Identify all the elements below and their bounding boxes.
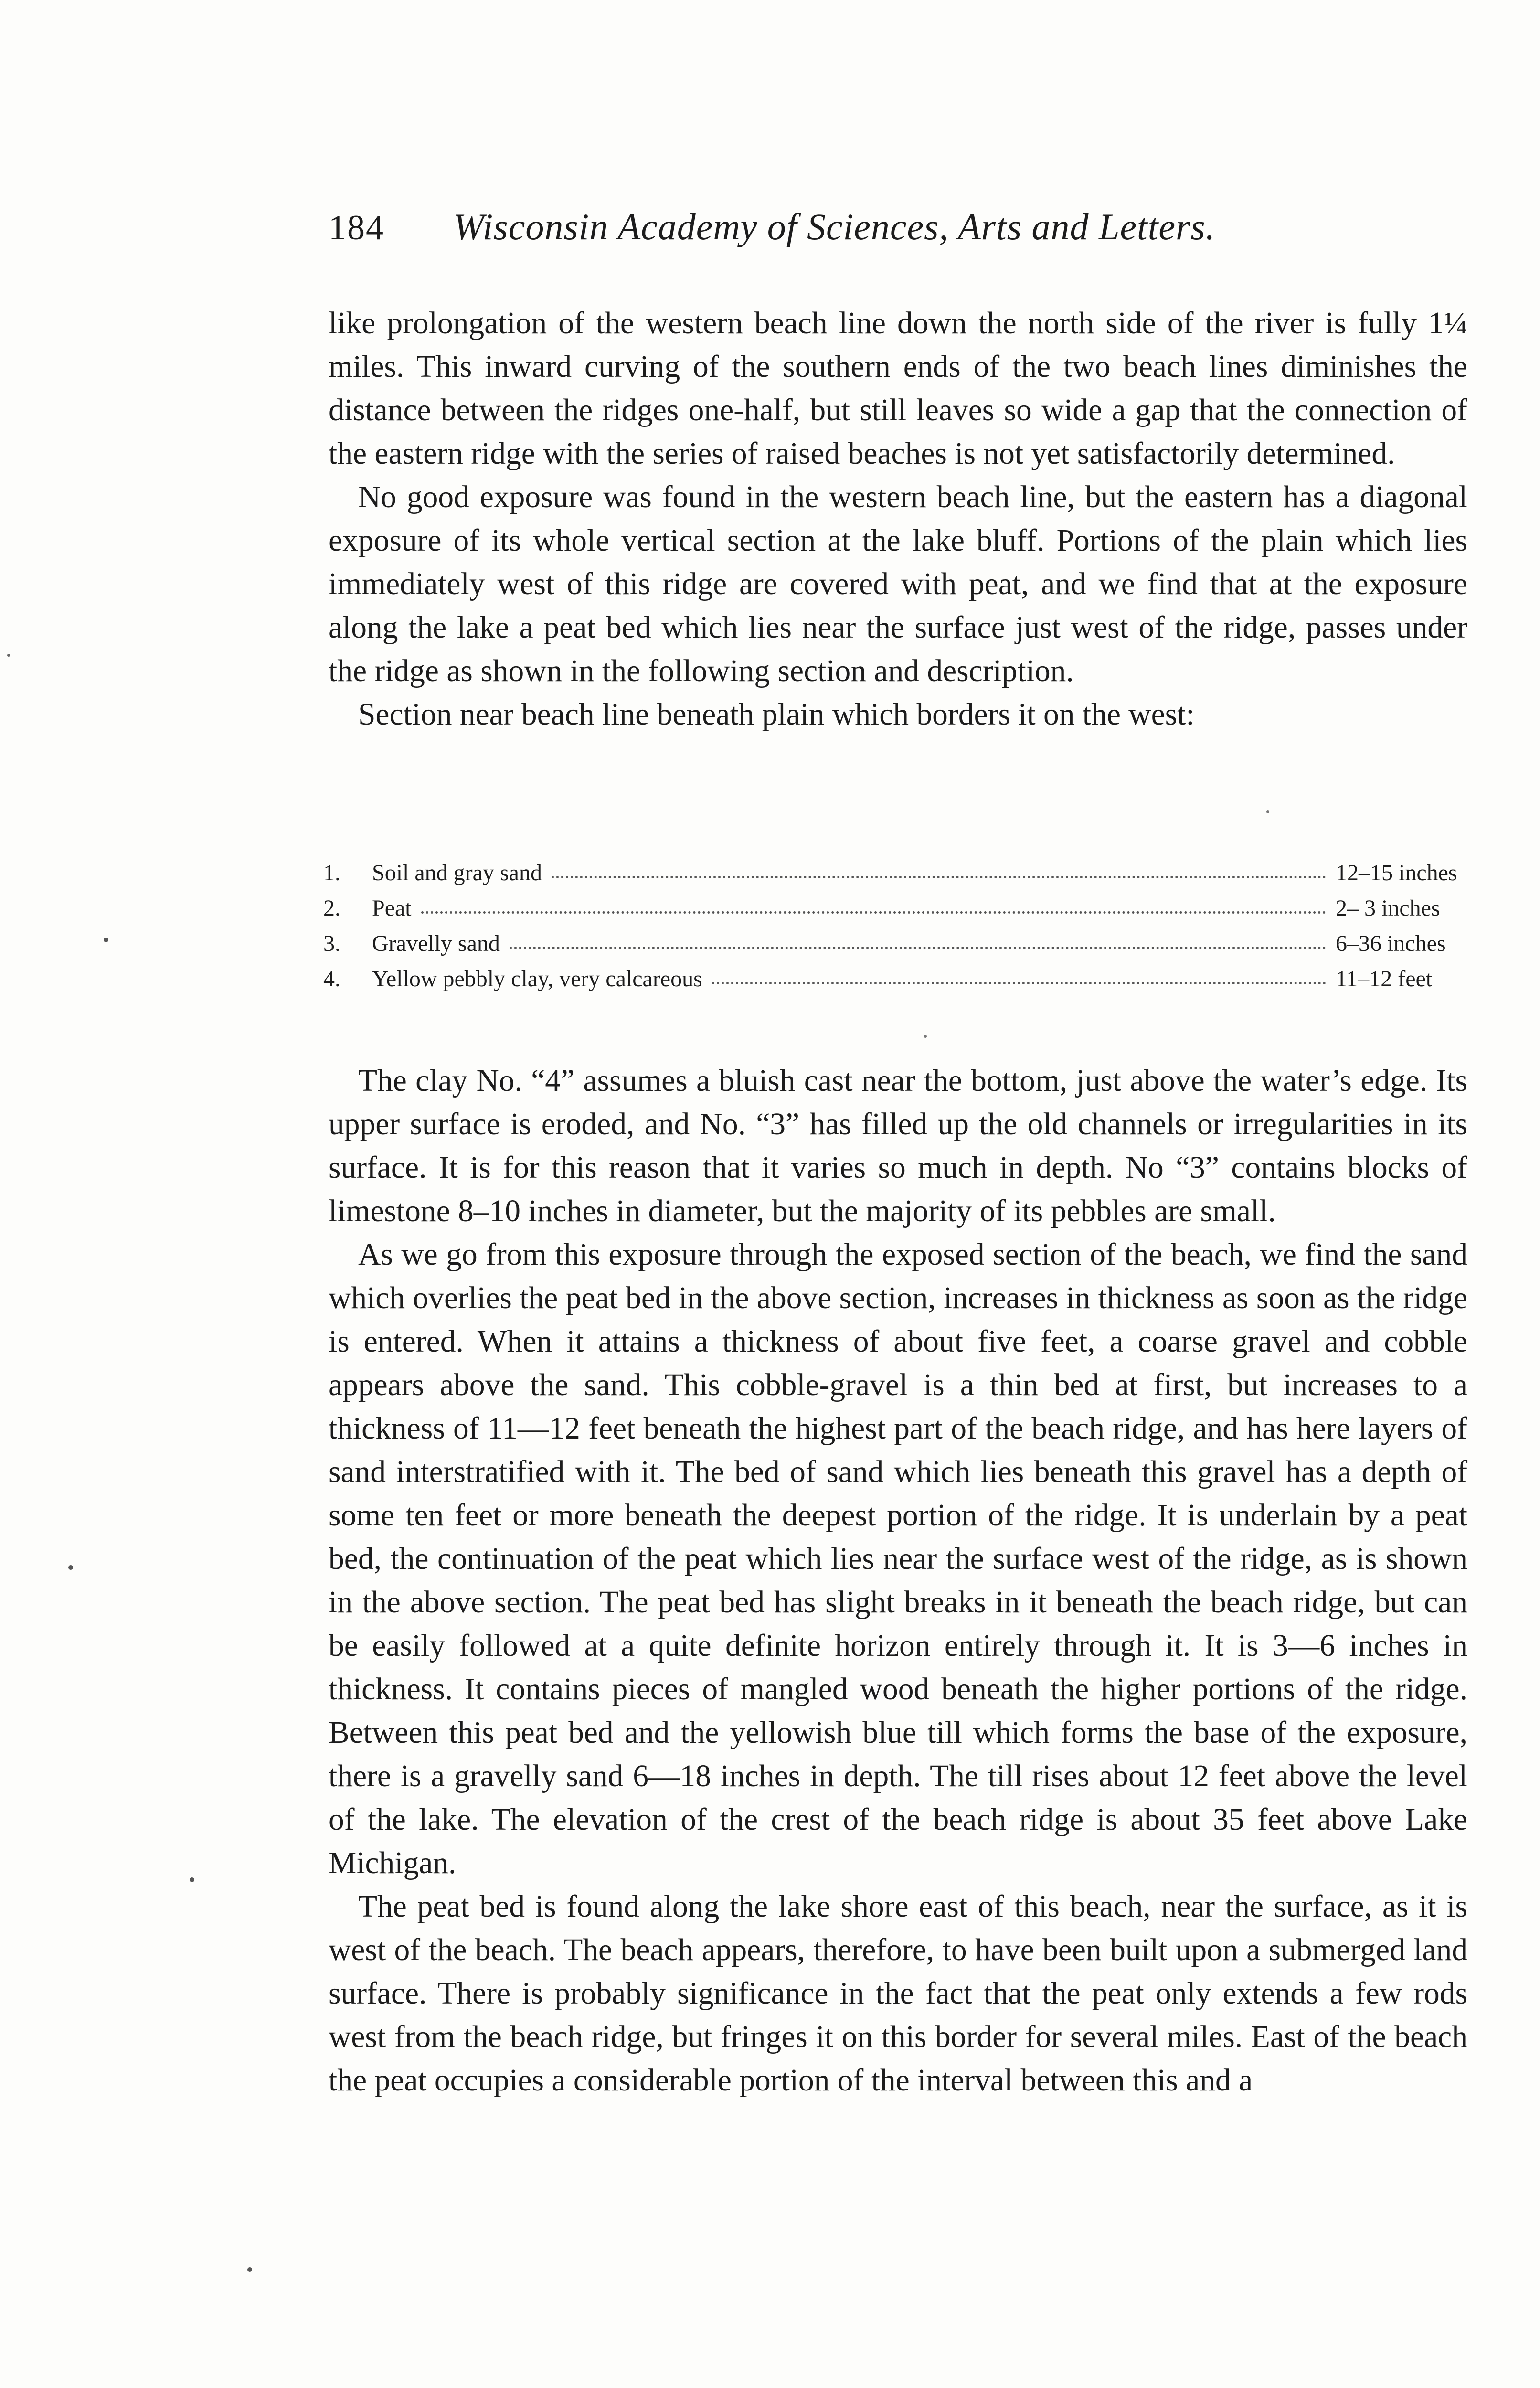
paragraph-exposure: No good exposure was found in the western beach line, but the eastern has a diagonal exposure of its whole vertical section at the lake bluff. Portions of the plain which lies immediately west of this ridge are covered with peat, and we find that at the exposure along the lake a peat bed which lies near the surface just west of the ridge, passes under the ridge as shown in the following section and description. [329, 480, 1467, 688]
paragraph-peat-bed: The peat bed is found along the lake shore east of this beach, near the surface, as it is west of the beach. The beach appears, therefore, to have been built upon a submerged land surface. There is probably significance in the fact that the peat only extends a few rods west from the beach ridge, but fringes it on this border for several miles. East of the beach the peat occupies a considerable portion of the interval between this and a [329, 1889, 1467, 2098]
paragraph-beach-section: As we go from this exposure through the exposed section of the beach, we find the sand which overlies the peat bed in the above section, increases in thickness as soon as the ridge is entered. When it attains a thickness of about five feet, a coarse gravel and cobble appears above the sand. This cobble-gravel is a thin bed at first, but increases to a thickness of 11—12 feet beneath the highest part of the beach ridge, and has here layers of sand interstratified with it. The bed of sand which lies beneath this gravel has a depth of some ten feet or more beneath the deepest portion of the ridge. It is underlain by a peat bed, the continuation of the peat which lies near the surface west of the ridge, as is shown in the above section. The peat bed has slight breaks in it beneath the beach ridge, but can be easily followed at a quite definite horizon entirely through it. It is 3—6 inches in thickness. It contains pieces of mangled wood beneath the higher portions of the ridge. Between this peat bed and the yellowish blue till which forms the base of the exposure, there is a gravelly sand 6—18 inches in depth. The till rises about 12 feet above the level of the lake. The elevation of the crest of the beach ridge is about 35 feet above Lake Michigan. [329, 1237, 1467, 1880]
paragraph-continuation: like prolongation of the western beach line down the north side of the river is fully 1¼ miles. This inward curving of the southern ends of the two beach lines diminishes the distance between the ridges one-half, but still leaves so wide a gap that the connection of the eastern ridge with the series of raised beaches is not yet satisfactorily determined. [329, 306, 1467, 471]
scan-speck [247, 2267, 252, 2272]
scan-speck [7, 654, 10, 657]
section-row [323, 895, 1469, 930]
row-measure: 6–36 inches [1336, 931, 1446, 956]
row-description: Gravelly sand [372, 931, 500, 956]
paragraph-clay: The clay No. “4” assumes a bluish cast near the bottom, just above the water’s edge. Its upper surface is eroded, and No. “3” has filled up the old channels or irregularities in its surface. It is for this reason that it varies so much in depth. No “3” contains blocks of limestone 8–10 inches in diameter, but the majority of its pebbles are small. [329, 1064, 1467, 1228]
row-description: Yellow pebbly clay, very calcareous [372, 966, 702, 991]
scan-speck [190, 1877, 194, 1882]
dot-leader [510, 932, 1326, 949]
section-table [323, 860, 1469, 1001]
body-text-top [329, 302, 1467, 736]
row-measure: 11–12 feet [1336, 966, 1433, 991]
scan-speck [1266, 810, 1269, 813]
row-measure: 12–15 inches [1336, 860, 1457, 885]
dot-leader [421, 897, 1326, 914]
row-description: Soil and gray sand [372, 860, 542, 885]
section-row [323, 966, 1469, 1001]
row-number: 2. [323, 896, 340, 921]
scan-speck [924, 1035, 927, 1038]
page-header [329, 205, 1475, 263]
body-text-bottom [329, 1059, 1467, 2102]
dot-leader [552, 862, 1326, 878]
page-number: 184 [329, 208, 384, 247]
row-number: 1. [323, 860, 340, 885]
running-title: Wisconsin Academy of Sciences, Arts and Letters. [453, 206, 1216, 247]
dot-leader [712, 968, 1326, 984]
row-number: 3. [323, 931, 340, 956]
scan-speck [68, 1565, 73, 1570]
scan-speck [104, 938, 108, 942]
row-measure: 2– 3 inches [1336, 896, 1440, 921]
paragraph-section-heading: Section near beach line beneath plain which borders it on the west: [358, 697, 1195, 732]
row-description: Peat [372, 896, 412, 921]
row-number: 4. [323, 966, 340, 991]
section-row [323, 930, 1469, 966]
section-row [323, 860, 1469, 895]
